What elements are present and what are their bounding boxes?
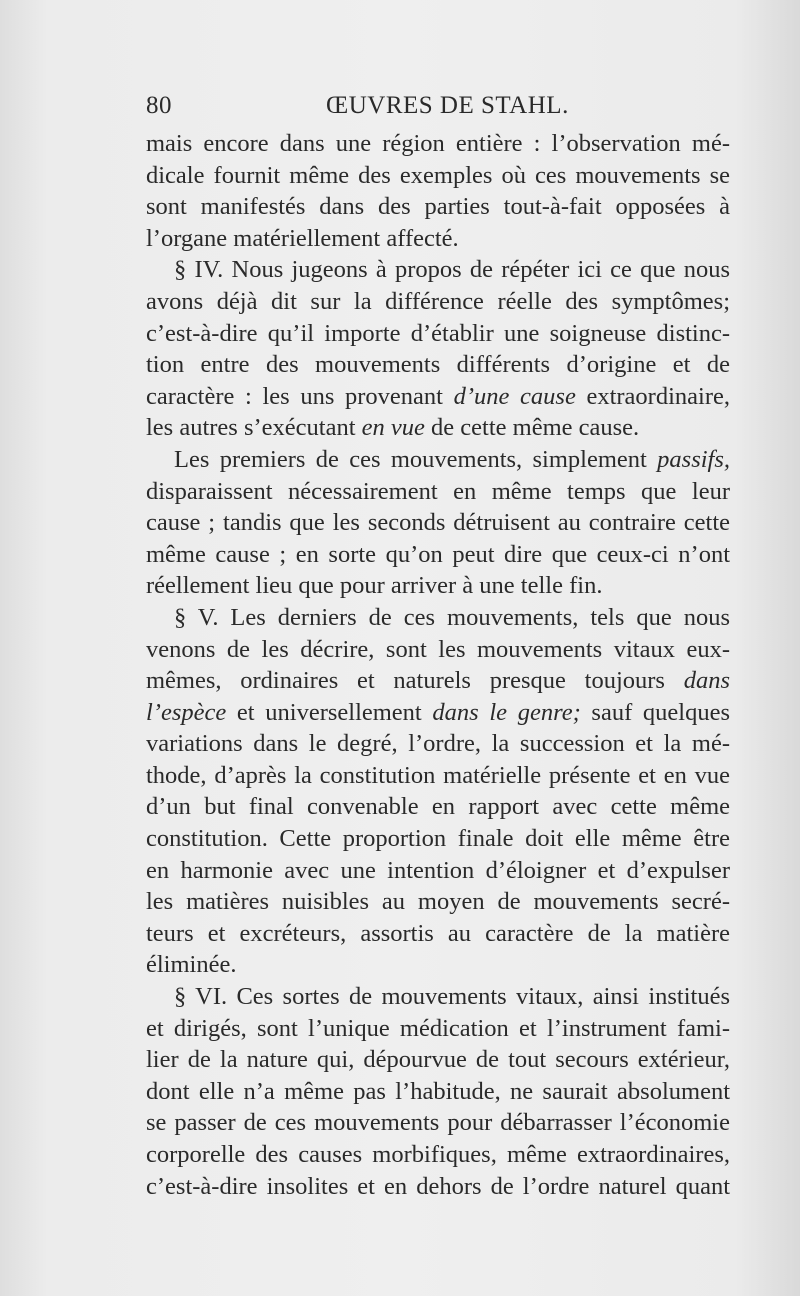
- text-line: thode, d’après la constitution matérielle présente et en vue: [146, 761, 730, 789]
- italic-text: dans le genre;: [432, 698, 581, 726]
- italic-text: passifs,: [657, 445, 730, 473]
- text-line: [146, 697, 730, 729]
- text-line: § V. Les derniers de ces mouvements, tels que nous: [174, 603, 730, 631]
- text-line: mais encore dans une région entière : l’observation mé-: [146, 130, 730, 157]
- italic-text: dans: [683, 667, 730, 695]
- text-line: teurs et excréteurs, assortis au caractère de la matière: [146, 919, 730, 947]
- text-line: [146, 444, 730, 476]
- text-line: § IV. Nous jugeons à propos de répéter ici ce que nous: [174, 256, 730, 284]
- text-line: et dirigés, sont l’unique médication et l’instrument fami-: [146, 1014, 730, 1042]
- text-line: c’est-à-dire insolites et en dehors de l’ordre naturel quant: [146, 1172, 730, 1200]
- text-line: dont elle n’a même pas l’habitude, ne saurait absolument: [146, 1077, 730, 1105]
- italic-text: l’espèce: [146, 698, 227, 726]
- text-line: cause ; tandis que les seconds détruisent au contraire cette: [146, 509, 730, 537]
- italic-text: d’une cause: [453, 382, 576, 410]
- text-line: constitution. Cette proportion finale doit elle même être: [146, 825, 730, 853]
- text-span: les autres s’exécutant: [146, 414, 362, 442]
- text-line: corporelle des causes morbifiques, même extraordinaires,: [146, 1141, 730, 1168]
- text-line: c’est-à-dire qu’il importe d’établir une soigneuse distinc-: [146, 319, 730, 347]
- text-span: mêmes, ordinaires et naturels presque toujours: [146, 667, 684, 695]
- text-line: sont manifestés dans des parties tout-à-fait opposées à: [146, 193, 730, 221]
- text-span: de cette même cause.: [424, 414, 640, 442]
- text-line: § VI. Ces sortes de mouvements vitaux, ainsi institués: [174, 983, 730, 1011]
- text-line: tion entre des mouvements différents d’origine et de: [146, 351, 730, 379]
- text-span: extraordinaire,: [575, 382, 730, 410]
- text-line: en harmonie avec une intention d’éloigner et d’expulser: [146, 856, 730, 884]
- italic-text: en vue: [361, 414, 425, 442]
- text-line: disparaissent nécessairement en même temps que leur: [146, 477, 730, 505]
- text-span: Les premiers de ces mouvements, simplement: [174, 445, 658, 473]
- text-span: et universellement: [226, 698, 433, 726]
- text-line: [146, 381, 730, 413]
- text-line: réellement lieu que pour arriver à une telle fin.: [146, 572, 603, 600]
- running-head: ŒUVRES DE STAHL.: [326, 92, 569, 119]
- text-span: caractère : les uns provenant: [146, 382, 454, 410]
- text-line: [146, 412, 730, 444]
- text-line: avons déjà dit sur la différence réelle des symptômes;: [146, 287, 730, 315]
- text-line: d’un but final convenable en rapport avec cette même: [146, 793, 730, 821]
- text-span: sauf quelques: [580, 698, 730, 726]
- text-line: l’organe matériellement affecté.: [146, 224, 459, 252]
- text-line: dicale fournit même des exemples où ces mouvements se: [146, 161, 730, 189]
- text-line: les matières nuisibles au moyen de mouvements secré-: [146, 888, 730, 916]
- text-line: [146, 665, 730, 697]
- body-text: [146, 128, 730, 1202]
- text-line: même cause ; en sorte qu’on peut dire que ceux-ci n’ont: [146, 540, 730, 568]
- text-line: variations dans le degré, l’ordre, la succession et la mé-: [146, 730, 730, 758]
- page-number: 80: [146, 92, 172, 119]
- text-line: éliminée.: [146, 951, 237, 979]
- text-line: venons de les décrire, sont les mouvements vitaux eux-: [146, 635, 730, 663]
- text-line: se passer de ces mouvements pour débarrasser l’économie: [146, 1109, 730, 1137]
- text-line: lier de la nature qui, dépourvue de tout secours extérieur,: [146, 1046, 730, 1074]
- page-header: [146, 92, 730, 128]
